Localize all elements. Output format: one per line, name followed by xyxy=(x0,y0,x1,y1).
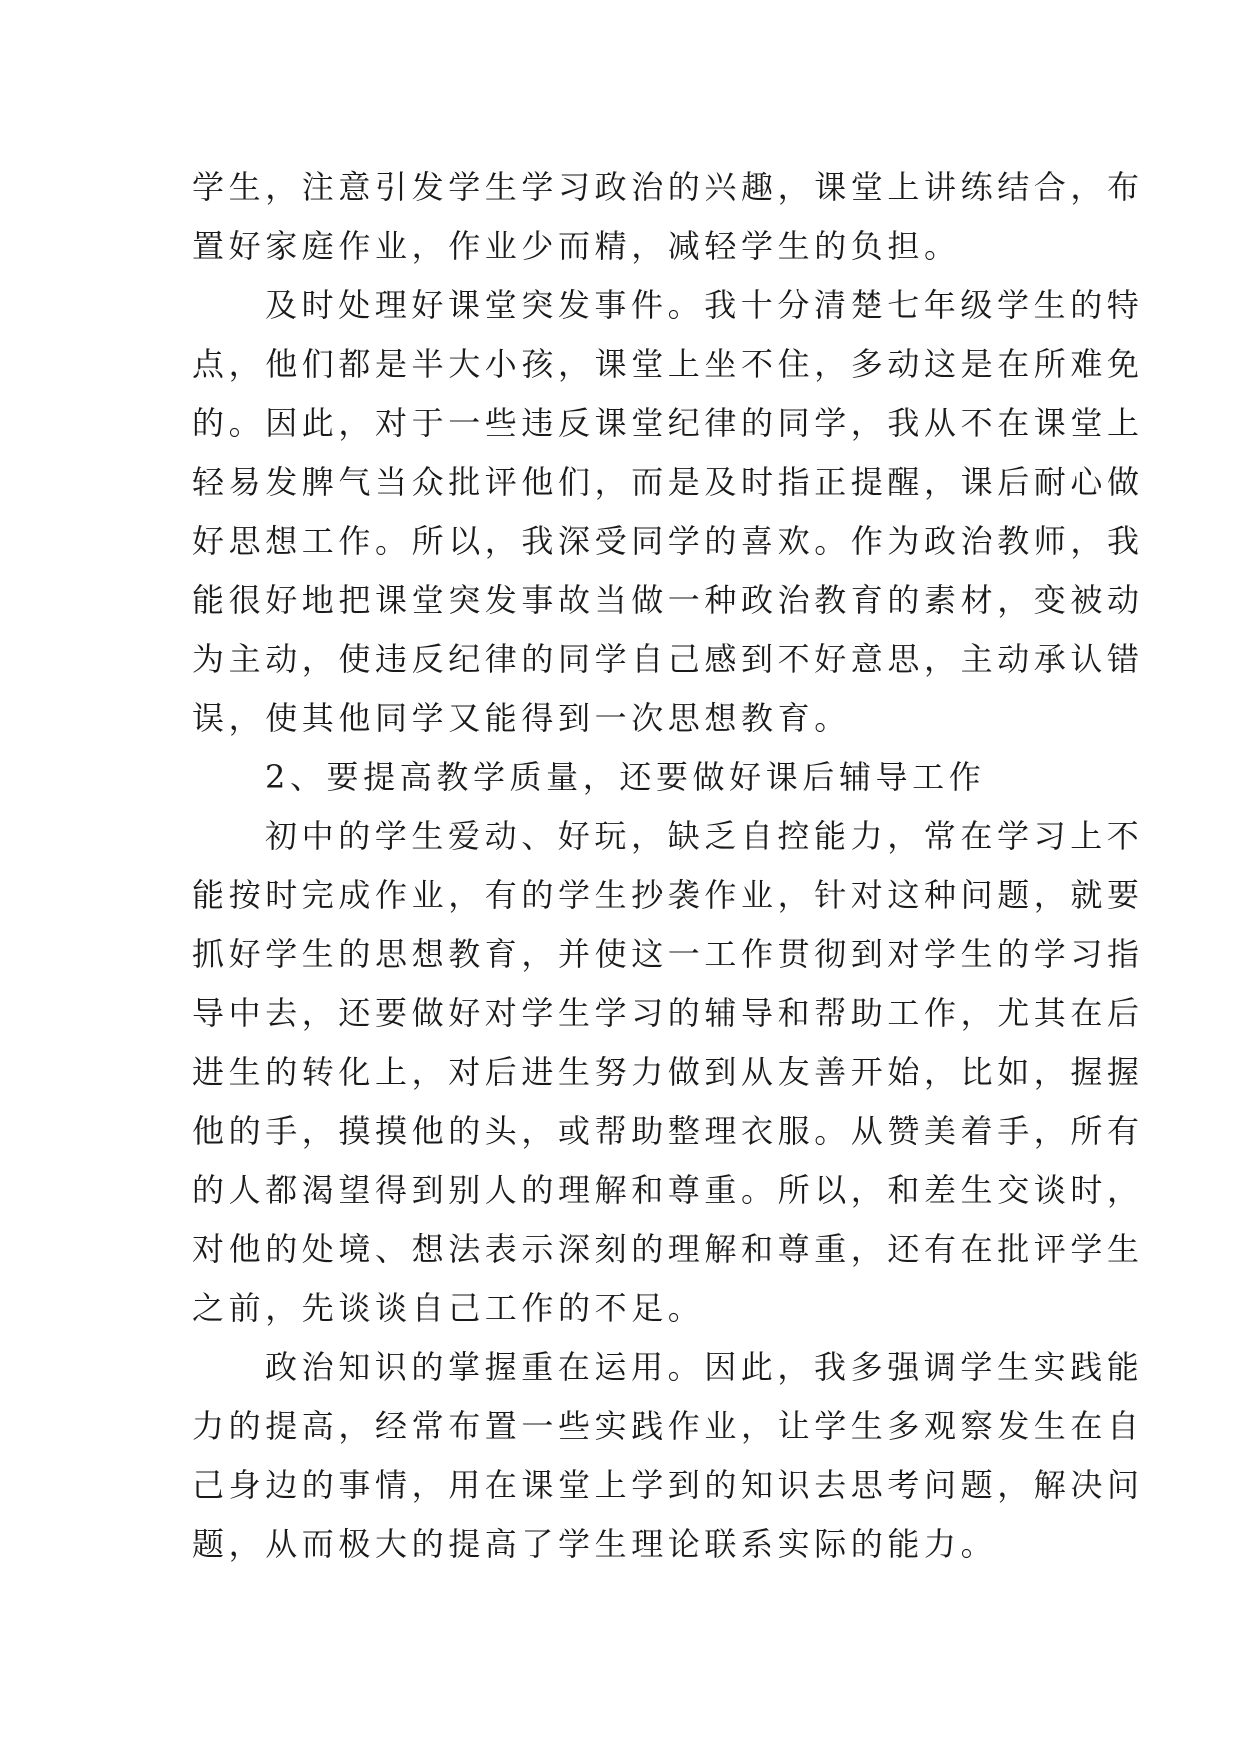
text-line: 能很好地把课堂突发事故当做一种政治教育的素材，变被动 xyxy=(192,581,1144,619)
text-line: 抓好学生的思想教育，并使这一工作贯彻到对学生的学习指 xyxy=(192,935,1144,973)
text-line: 初中的学生爱动、好玩，缺乏自控能力，常在学习上不 xyxy=(265,817,1144,855)
text-line: 轻易发脾气当众批评他们，而是及时指正提醒，课后耐心做 xyxy=(192,463,1144,501)
text-line: 能按时完成作业，有的学生抄袭作业，针对这种问题，就要 xyxy=(192,876,1144,914)
text-line: 的人都渴望得到别人的理解和尊重。所以，和差生交谈时， xyxy=(192,1171,1144,1209)
text-line: 进生的转化上，对后进生努力做到从友善开始，比如，握握 xyxy=(192,1053,1144,1091)
text-line: 力的提高，经常布置一些实践作业，让学生多观察发生在自 xyxy=(192,1407,1144,1445)
section-heading: 2、要提高教学质量，还要做好课后辅导工作 xyxy=(265,758,986,796)
text-line: 置好家庭作业，作业少而精，减轻学生的负担。 xyxy=(192,227,961,265)
text-line: 及时处理好课堂突发事件。我十分清楚七年级学生的特 xyxy=(265,286,1144,324)
text-line: 学生，注意引发学生学习政治的兴趣，课堂上讲练结合，布 xyxy=(192,168,1144,206)
text-line: 的。因此，对于一些违反课堂纪律的同学，我从不在课堂上 xyxy=(192,404,1144,442)
text-line: 好思想工作。所以，我深受同学的喜欢。作为政治教师，我 xyxy=(192,522,1144,560)
text-line: 题，从而极大的提高了学生理论联系实际的能力。 xyxy=(192,1525,998,1563)
text-line: 导中去，还要做好对学生学习的辅导和帮助工作，尤其在后 xyxy=(192,994,1144,1032)
text-line: 为主动，使违反纪律的同学自己感到不好意思，主动承认错 xyxy=(192,640,1144,678)
text-line: 之前，先谈谈自己工作的不足。 xyxy=(192,1289,705,1327)
text-line: 己身边的事情，用在课堂上学到的知识去思考问题，解决问 xyxy=(192,1466,1144,1504)
document-body xyxy=(192,158,1144,1574)
text-line: 误，使其他同学又能得到一次思想教育。 xyxy=(192,699,851,737)
text-line: 点，他们都是半大小孩，课堂上坐不住，多动这是在所难免 xyxy=(192,345,1144,383)
text-line: 他的手，摸摸他的头，或帮助整理衣服。从赞美着手，所有 xyxy=(192,1112,1144,1150)
text-line: 政治知识的掌握重在运用。因此，我多强调学生实践能 xyxy=(265,1348,1144,1386)
text-line: 对他的处境、想法表示深刻的理解和尊重，还有在批评学生 xyxy=(192,1230,1144,1268)
